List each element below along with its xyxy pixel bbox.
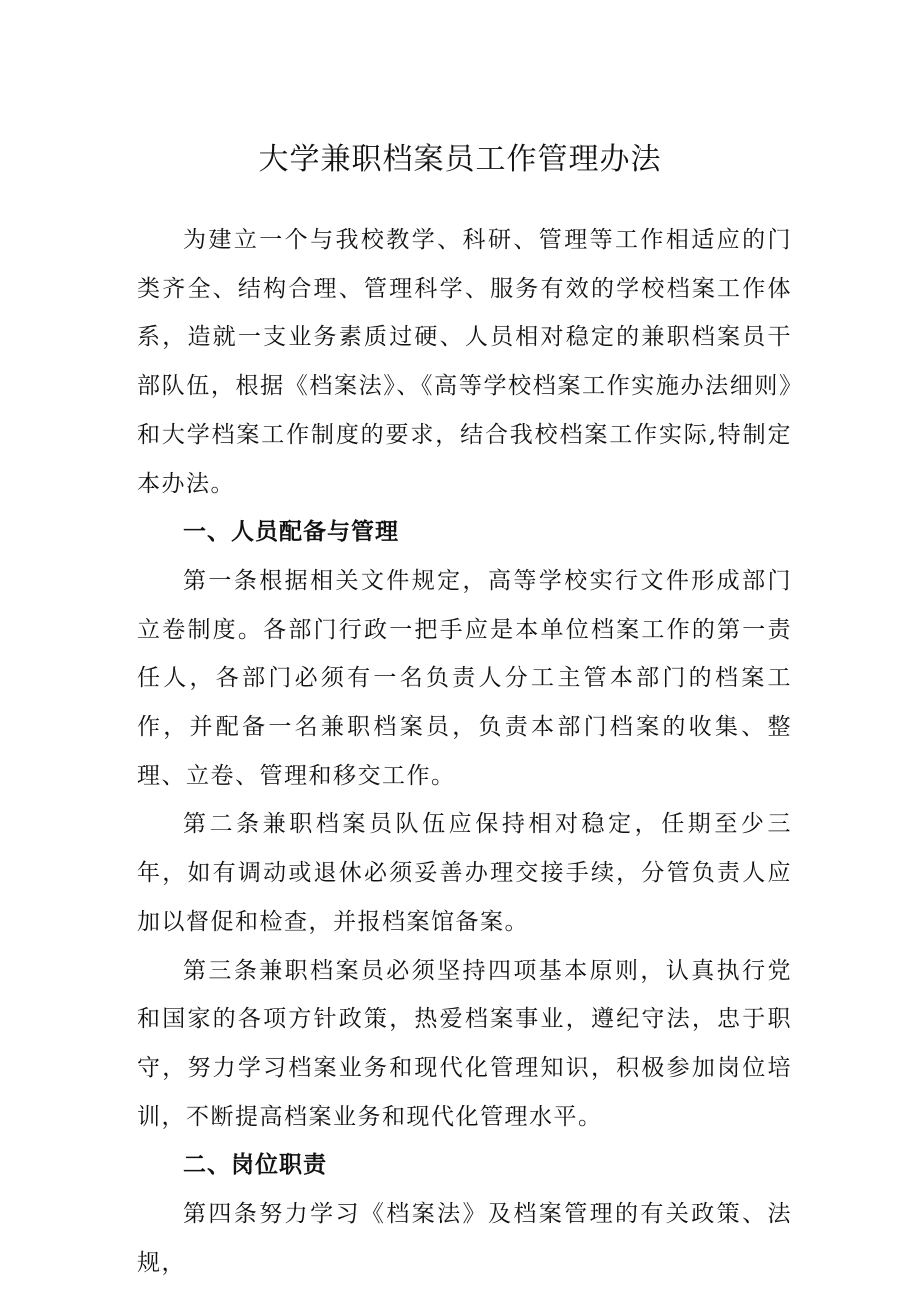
article-3: 第三条兼职档案员必须坚持四项基本原则，认真执行党和国家的各项方针政策，热爱档案事业，遵纪守法，忠于职守，努力学习档案业务和现代化管理知识，积极参加岗位培训，不断提高档案业务和现代化管理水平。 — [137, 957, 792, 1130]
article-2: 第二条兼职档案员队伍应保持相对稳定，任期至少三年，如有调动或退休必须妥善办理交接手续，分管负责人应加以督促和检查，并报档案馆备案。 — [137, 811, 792, 935]
document-title: 大学兼职档案员工作管理办法 — [258, 142, 662, 177]
article-1: 第一条根据相关文件规定，高等学校实行文件形成部门立卷制度。各部门行政一把手应是本单位档案工作的第一责任人，各部门必须有一名负责人分工主管本部门的档案工作，并配备一名兼职档案员，负责本部门档案的收集、整理、立卷、管理和移交工作。 — [137, 567, 792, 789]
article-4: 第四条努力学习《档案法》及档案管理的有关政策、法规， — [137, 1201, 792, 1276]
section-heading-personnel: 一、人员配备与管理 — [183, 519, 399, 546]
document-body — [137, 216, 792, 1287]
section-heading-duties: 二、岗位职责 — [183, 1152, 327, 1179]
intro-paragraph: 为建立一个与我校教学、科研、管理等工作相适应的门类齐全、结构合理、管理科学、服务有效的学校档案工作体系，造就一支业务素质过硬、人员相对稳定的兼职档案员干部队伍，根据《档案法》、《高等学校档案工作实施办法细则》和大学档案工作制度的要求，结合我校档案工作实际,特制定本办法。 — [137, 227, 792, 497]
